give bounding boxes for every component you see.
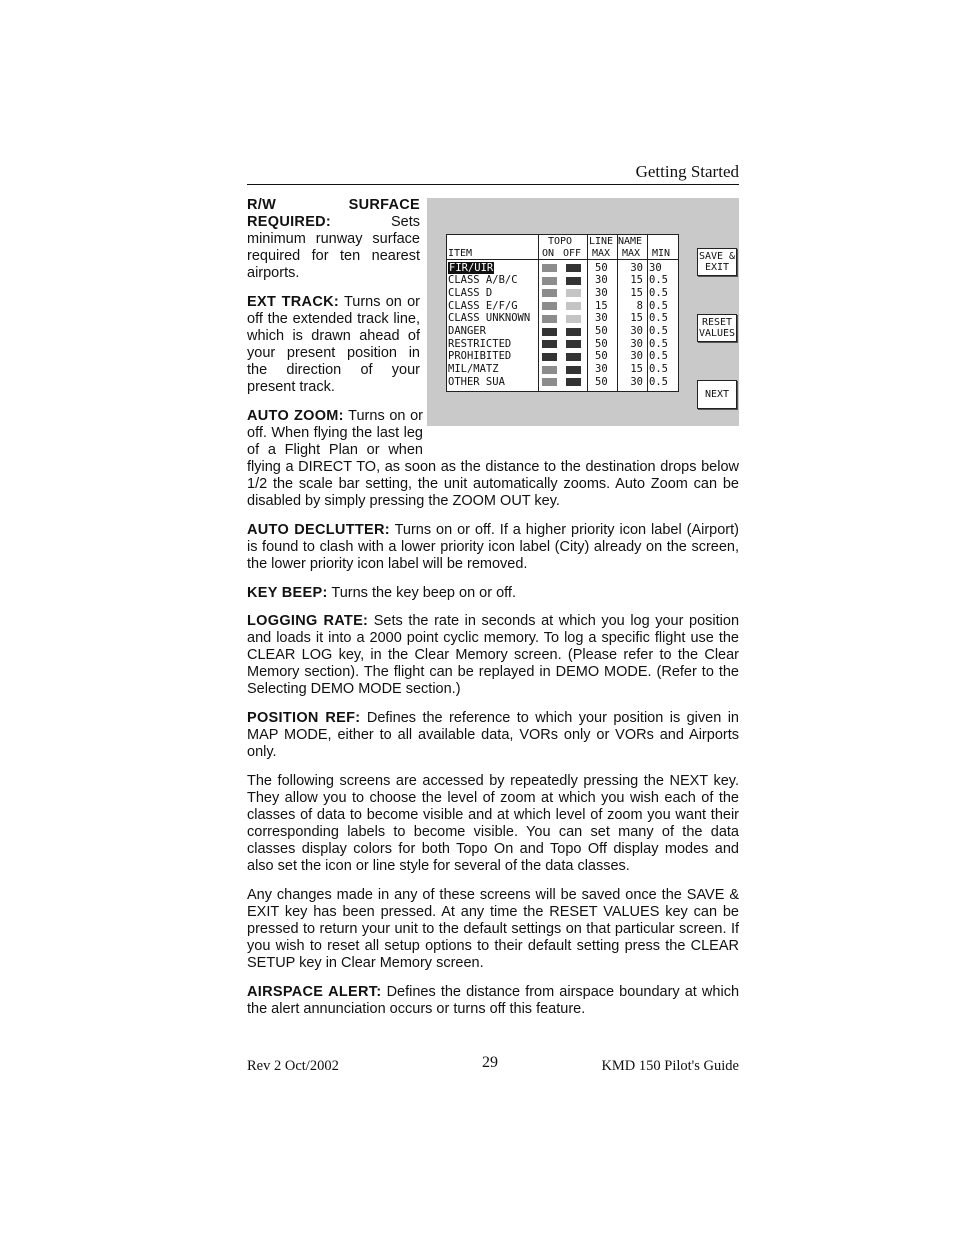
next-button[interactable]: NEXT <box>697 380 737 409</box>
row-min-value: 0.5 <box>649 274 668 287</box>
position-ref-label: POSITION REF: <box>247 710 361 726</box>
row-item-label[interactable]: CLASS A/B/C <box>448 274 518 287</box>
col-header-on: ON <box>542 248 555 259</box>
airspace-alert-paragraph <box>247 984 739 1018</box>
row-line-max-value: 50 <box>595 350 608 363</box>
rw-surface-label: R/W SURFACE REQUIRED: <box>247 197 420 230</box>
key-beep-label: KEY BEEP: <box>247 585 328 601</box>
auto-zoom-label: AUTO ZOOM: <box>247 408 344 424</box>
following-screens-paragraph: The following screens are accessed by repeatedly pressing the NEXT key. They allow you to choose the level of zoom at which you wish each of the classes of data to become visible and at which level of zoom you want their corresponding labels to become visible. You can set many of the data classes display colors for both Topo On and Topo Off display modes and also set the icon or line style for several of the data classes. <box>247 773 739 874</box>
topo-off-color-swatch[interactable] <box>566 328 581 336</box>
header-divider <box>447 259 678 260</box>
row-line-max-value: 30 <box>595 312 608 325</box>
rw-surface-text: Sets minimum runway surface required for ten nearest airports. <box>247 214 420 281</box>
col-header-name: NAME <box>618 236 643 247</box>
row-item-label[interactable]: PROHIBITED <box>448 350 512 363</box>
page-header-title: Getting Started <box>635 162 739 181</box>
key-beep-paragraph <box>247 585 739 602</box>
topo-off-color-swatch[interactable] <box>566 315 581 323</box>
footer-revision: Rev 2 Oct/2002 <box>247 1058 339 1074</box>
col-header-topo: TOPO <box>548 236 573 247</box>
row-min-value: 30 <box>649 261 662 274</box>
topo-on-color-swatch[interactable] <box>542 366 557 374</box>
topo-off-color-swatch[interactable] <box>566 378 581 386</box>
save-exit-label-1: SAVE & <box>698 251 736 262</box>
row-min-value: 0.5 <box>649 350 668 363</box>
col-header-line: LINE <box>589 236 614 247</box>
row-item-label[interactable]: DANGER <box>448 325 486 337</box>
topo-off-color-swatch[interactable] <box>566 353 581 361</box>
save-exit-button[interactable] <box>697 248 737 276</box>
position-ref-paragraph <box>247 710 739 761</box>
row-item-label[interactable]: OTHER SUA <box>448 375 505 388</box>
row-item-label[interactable]: FIR/UIR <box>449 261 494 274</box>
topo-on-color-swatch[interactable] <box>542 302 557 310</box>
row-item-label[interactable]: RESTRICTED <box>448 337 512 350</box>
topo-on-color-swatch[interactable] <box>542 328 557 336</box>
topo-off-color-swatch[interactable] <box>566 302 581 310</box>
topo-off-color-swatch[interactable] <box>566 289 581 297</box>
page-number: 29 <box>482 1054 498 1071</box>
row-name-max-value: 30 <box>630 337 643 350</box>
airspace-setup-screen-figure <box>427 198 739 426</box>
airspace-alert-label: AIRSPACE ALERT: <box>247 984 382 1000</box>
auto-declutter-label: AUTO DECLUTTER: <box>247 522 390 538</box>
auto-zoom-text: Turns on or off. When flying the last leg of a Flight Plan or when flying a DIRECT TO, as soon as the distance to the destination drops below 1/2 the scale bar setting, the unit automatically zooms. Auto Zoom can be disabled by simply pressing the ZOOM OUT key. <box>247 408 739 509</box>
reset-values-button[interactable] <box>697 314 737 342</box>
topo-on-color-swatch[interactable] <box>542 277 557 285</box>
topo-on-color-swatch[interactable] <box>542 315 557 323</box>
ext-track-text: Turns on or off the extended track line, which is drawn ahead of your present position in the direction of your present track. <box>247 294 420 395</box>
row-min-value: 0.5 <box>649 337 668 350</box>
topo-off-color-swatch[interactable] <box>566 340 581 348</box>
topo-on-color-swatch[interactable] <box>542 378 557 386</box>
topo-on-color-swatch[interactable] <box>542 264 557 272</box>
ext-track-paragraph <box>247 294 420 396</box>
row-line-max-value: 30 <box>595 286 608 299</box>
logging-rate-paragraph <box>247 613 739 698</box>
row-line-max-value: 15 <box>595 299 608 312</box>
ext-track-label: EXT TRACK: <box>247 294 339 310</box>
row-name-max-value: 30 <box>630 261 643 274</box>
rw-surface-paragraph <box>247 197 420 282</box>
row-item-label[interactable]: CLASS UNKNOWN <box>448 312 531 325</box>
topo-on-color-swatch[interactable] <box>542 340 557 348</box>
row-item-label[interactable]: CLASS E/F/G <box>448 299 518 312</box>
col-header-off: OFF <box>563 248 582 259</box>
row-name-max-value: 30 <box>630 350 643 363</box>
row-min-value: 0.5 <box>649 286 668 299</box>
auto-declutter-paragraph <box>247 522 739 573</box>
row-item-label[interactable]: CLASS D <box>448 286 493 299</box>
topo-off-color-swatch[interactable] <box>566 277 581 285</box>
footer-guide-title: KMD 150 Pilot's Guide <box>601 1058 739 1074</box>
any-changes-paragraph: Any changes made in any of these screens will be saved once the SAVE & EXIT key has been pressed. At any time the RESET VALUES key can be pressed to return your unit to the default settings on that particular screen. If you wish to reset all setup options to their default setting press the CLEAR SETUP key in Clear Memory screen. <box>247 887 739 971</box>
position-ref-text: Defines the reference to which your position is given in MAP MODE, either to all available data, VORs only or VORs and Airports only. <box>247 710 739 760</box>
topo-off-color-swatch[interactable] <box>566 366 581 374</box>
topo-on-color-swatch[interactable] <box>542 353 557 361</box>
row-name-max-value: 30 <box>630 325 643 337</box>
row-line-max-value: 30 <box>595 363 608 376</box>
row-line-max-value: 50 <box>595 261 608 274</box>
col-header-min: MIN <box>652 248 671 259</box>
row-name-max-value: 15 <box>630 274 643 287</box>
col-header-line-max: MAX <box>592 248 611 259</box>
row-min-value: 0.5 <box>649 312 668 325</box>
row-line-max-value: 50 <box>595 337 608 350</box>
row-name-max-value: 30 <box>630 375 643 388</box>
airspace-alert-text: Defines the distance from airspace boundary at which the alert annunciation occurs or turns off this feature. <box>247 984 740 1017</box>
topo-on-color-swatch[interactable] <box>542 289 557 297</box>
topo-off-color-swatch[interactable] <box>566 264 581 272</box>
save-exit-label-2: EXIT <box>704 262 730 273</box>
auto-declutter-text: Turns on or off. If a higher priority icon label (Airport) is found to clash with a lower priority icon label (City) already on the screen, the lower priority icon label will be removed. <box>247 522 739 572</box>
col-header-name-max: MAX <box>622 248 641 259</box>
row-min-value: 0.5 <box>649 299 668 312</box>
key-beep-text: Turns the key beep on or off. <box>331 585 516 601</box>
row-line-max-value: 50 <box>595 375 608 388</box>
row-name-max-value: 15 <box>630 363 643 376</box>
logging-rate-label: LOGGING RATE: <box>247 613 369 629</box>
reset-values-label-1: RESET <box>701 317 733 328</box>
row-name-max-value: 15 <box>630 312 643 325</box>
row-name-max-value: 15 <box>630 286 643 299</box>
logging-rate-text: Sets the rate in seconds at which you log your position and loads it into a 2000 point cyclic memory. To log a specific flight use the CLEAR LOG key, in the Clear Memory screen. (Please refer to the Clear Memory section). The flight can be replayed in DEMO MODE. (Refer to the Selecting DEMO MODE section.) <box>247 613 740 697</box>
header-rule <box>247 184 739 185</box>
reset-values-label-2: VALUES <box>698 328 736 339</box>
row-name-max-value: 8 <box>636 299 643 312</box>
row-item-label[interactable]: MIL/MATZ <box>448 363 499 376</box>
airspace-settings-table <box>446 234 679 392</box>
row-min-value: 0.5 <box>649 363 668 376</box>
col-header-item: ITEM <box>448 248 473 259</box>
row-min-value: 0.5 <box>649 325 668 337</box>
row-line-max-value: 50 <box>595 325 608 337</box>
row-line-max-value: 30 <box>595 274 608 287</box>
row-min-value: 0.5 <box>649 375 668 388</box>
